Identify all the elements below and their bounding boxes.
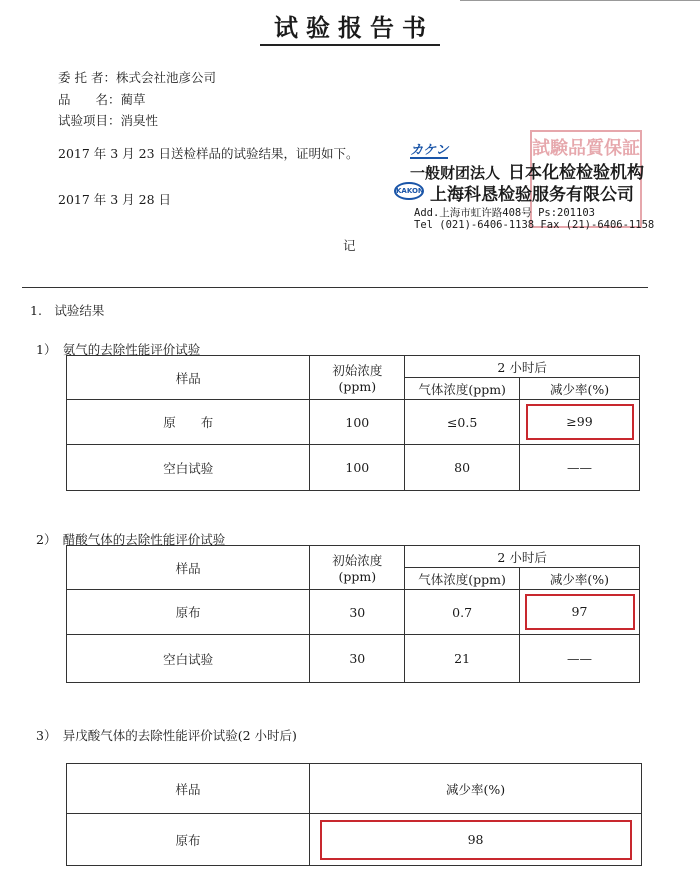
highlight-box: 98 [320, 820, 632, 860]
org-address: Add.上海市虹许路408号 Ps:201103 [414, 207, 595, 219]
header-initial: 初始浓度 (ppm) [310, 356, 405, 400]
highlight-box: ≥99 [526, 404, 634, 440]
header-initial: 初始浓度 (ppm) [310, 546, 405, 590]
cell-sample: 原布 [67, 814, 310, 866]
kaken-logo: カケン [410, 143, 449, 158]
top-edge-line [460, 0, 700, 1]
cell-sample: 原布 [67, 590, 310, 635]
header-rate: 减少率(%) [520, 378, 640, 400]
page-title: 试验报告书 [0, 8, 700, 43]
table-row [67, 546, 640, 568]
header-after: 2 小时后 [405, 546, 640, 568]
cell-gas: ≤0.5 [405, 400, 520, 445]
table-row [67, 400, 640, 445]
cell-rate: —— [520, 635, 640, 683]
table-row [67, 814, 642, 866]
cell-gas: 80 [405, 445, 520, 491]
cell-initial: 30 [310, 590, 405, 635]
cell-sample: 原 布 [67, 400, 310, 445]
cell-gas: 0.7 [405, 590, 520, 635]
table-row [67, 590, 640, 635]
table-row [67, 356, 640, 378]
org-tel-fax: Tel (021)-6406-1138 Fax (21)-6406-1158 [414, 219, 655, 231]
cell-initial: 100 [310, 400, 405, 445]
product-value: 蔺草 [120, 92, 146, 107]
cell-gas: 21 [405, 635, 520, 683]
client-value: 株式会社池彦公司 [115, 70, 216, 85]
cell-rate [520, 590, 640, 635]
cell-rate: —— [520, 445, 640, 491]
intro-text: 2017 年 3 月 23 日送检样品的试验结果，证明如下。 [58, 146, 359, 161]
test-item-label: 试验项目： [58, 113, 121, 128]
table-row [67, 635, 640, 683]
cell-sample: 空白试验 [67, 445, 310, 491]
report-date: 2017 年 3 月 28 日 [58, 192, 172, 207]
header-sample: 样品 [67, 764, 310, 814]
cell-sample: 空白试验 [67, 635, 310, 683]
cell-rate [310, 814, 642, 866]
org-name-jp: 一般财团法人 日本化检检验机构 [410, 163, 645, 183]
test1-heading: 1） 氨气的去除性能评价试验 [36, 342, 201, 357]
test3-heading: 3） 异戊酸气体的去除性能评价试验(2 小时后) [36, 728, 297, 743]
test2-heading: 2） 醋酸气体的去除性能评价试验 [36, 532, 226, 547]
header-rate: 减少率(%) [520, 568, 640, 590]
client-row [58, 68, 216, 86]
test3-table [66, 763, 642, 866]
org-name-cn: 上海科恳检验服务有限公司 [430, 185, 634, 205]
highlight-box: 97 [525, 594, 635, 630]
header-after: 2 小时后 [405, 356, 640, 378]
test1-table [66, 355, 640, 491]
client-label: 委 托 者： [58, 70, 116, 85]
header-gas: 气体浓度(ppm) [405, 568, 520, 590]
header-gas: 气体浓度(ppm) [405, 378, 520, 400]
product-label: 品 名： [58, 92, 121, 107]
header-sample: 样品 [67, 356, 310, 400]
table-row [67, 445, 640, 491]
section-heading: 1. 试验结果 [30, 303, 105, 318]
inspection-seal: 試験品質保証 [530, 130, 642, 228]
test-item-row [58, 111, 158, 129]
cell-rate [520, 400, 640, 445]
table-row [67, 764, 642, 814]
header-sample: 样品 [67, 546, 310, 590]
cell-initial: 100 [310, 445, 405, 491]
test-item-value: 消臭性 [120, 113, 159, 128]
header-rate: 减少率(%) [310, 764, 642, 814]
product-row [58, 90, 146, 108]
kakon-logo-icon: KAKON [394, 182, 424, 200]
divider [22, 287, 648, 288]
test2-table [66, 545, 640, 683]
record-heading: 记 [343, 238, 356, 253]
cell-initial: 30 [310, 635, 405, 683]
